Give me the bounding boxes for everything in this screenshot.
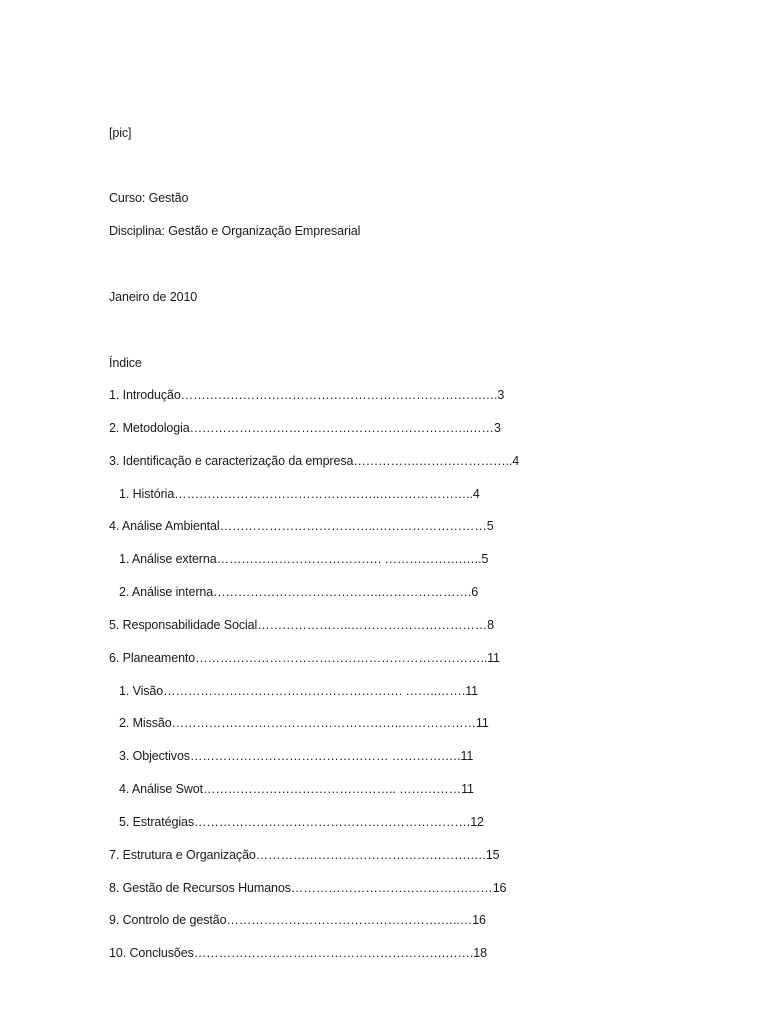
- toc-item-planeamento: 6. Planeamento……………………………………………………………..11: [109, 651, 500, 665]
- toc-item-recursos-humanos: 8. Gestão de Recursos Humanos…………………………………….……16: [109, 881, 507, 895]
- toc-item-analise-swot: 4. Análise Swot……………………………………….. ……………11: [119, 782, 474, 796]
- toc-item-conclusoes: 10. Conclusões…………………………………………………….…….18: [109, 946, 488, 960]
- toc-item-objectivos: 3. Objectivos………………………………………… ………….….11: [119, 749, 474, 763]
- toc-item-estrategias: 5. Estratégias………………………………………………………….12: [119, 815, 484, 829]
- toc-item-identificacao: 3. Identificação e caracterização da empresa…………….…………………..4: [109, 454, 520, 468]
- toc-item-analise-ambiental: 4. Análise Ambiental………………………………..………………………5: [109, 519, 494, 533]
- toc-item-controlo-gestao: 9. Controlo de gestão…………………………………………….…..…16: [109, 913, 486, 927]
- discipline-line: Disciplina: Gestão e Organização Empresarial: [109, 224, 361, 238]
- toc-item-historia: 1. História…………………………………………..…………………..4: [119, 487, 480, 501]
- toc-item-missao: 2. Missão………………………………………………..………………11: [119, 716, 489, 730]
- toc-item-introducao: 1. Introdução……………………………………………………………….….3: [109, 388, 505, 402]
- toc-item-analise-externa: 1. Análise externa…………………………………. ……………….…..5: [119, 552, 489, 566]
- toc-title: Índice: [109, 356, 142, 370]
- toc-item-responsabilidade-social: 5. Responsabilidade Social…………………..……………………………8: [109, 618, 494, 632]
- toc-item-visao: 1. Visão…………………………………………………. ……..…….11: [119, 684, 478, 698]
- toc-item-analise-interna: 2. Análise interna…………………………………..………………….6: [119, 585, 479, 599]
- course-line: Curso: Gestão: [109, 191, 189, 205]
- toc-item-estrutura-organizacao: 7. Estrutura e Organização…………………………………………….….15: [109, 848, 500, 862]
- date-line: Janeiro de 2010: [109, 290, 198, 304]
- pic-placeholder: [pic]: [109, 126, 132, 140]
- toc-item-metodologia: 2. Metodologia…………………………………………………………..……3: [109, 421, 501, 435]
